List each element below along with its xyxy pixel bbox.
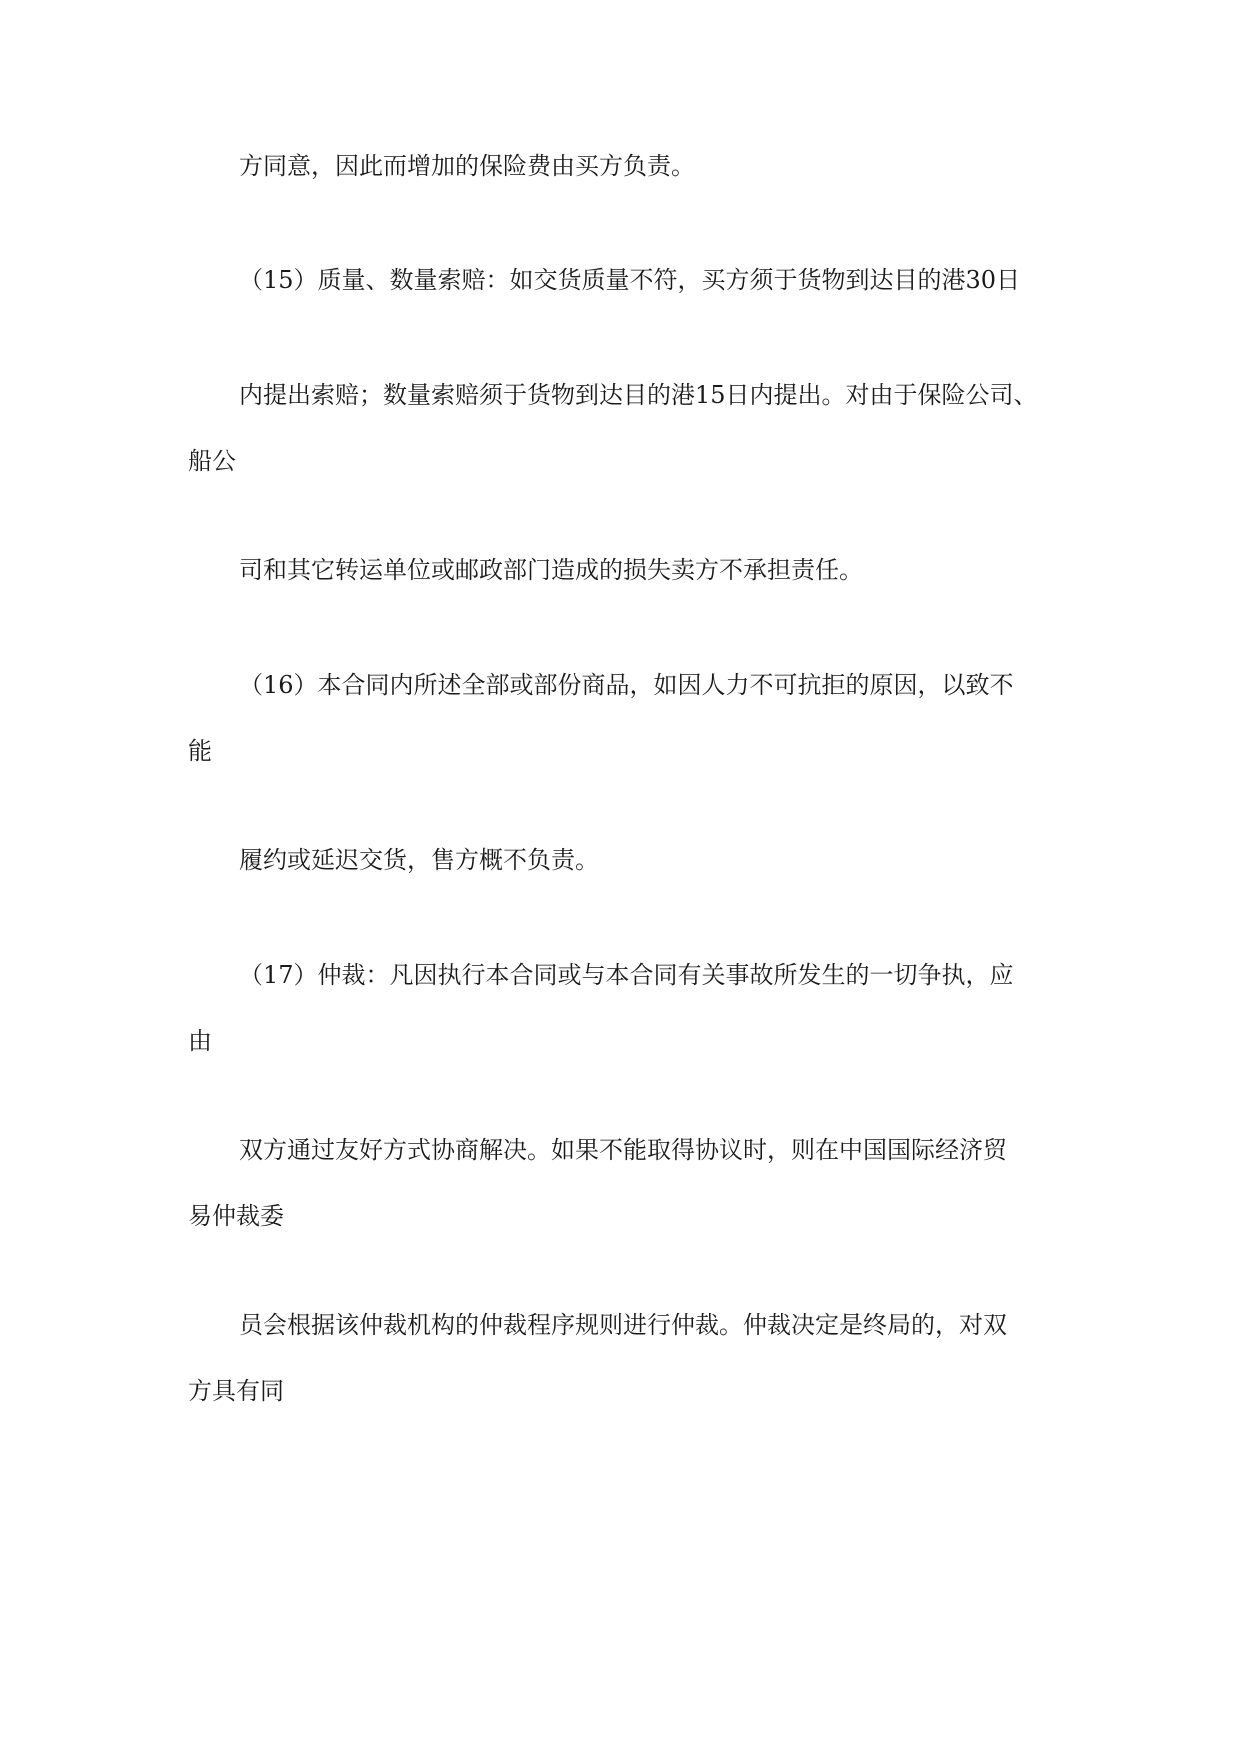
paragraph-clause-17-arbitration (188, 942, 1088, 1074)
text-line: 员会根据该仲裁机构的仲裁程序规则进行仲裁。仲裁决定是终局的，对双 (239, 1311, 1007, 1339)
text-line: （17）仲裁：凡因执行本合同或与本合同有关事故所发生的一切争执，应 (239, 961, 1014, 989)
text-line: 双方通过友好方式协商解决。如果不能取得协议时，则在中国国际经济贸 (239, 1136, 1007, 1164)
text-line: 内提出索赔；数量索赔须于货物到达目的港15日内提出。对由于保险公司、 (239, 381, 1038, 409)
paragraph-force-majeure (188, 827, 1088, 893)
paragraph-claim-deadline (188, 362, 1088, 494)
text-line: 易仲裁委 (188, 1202, 284, 1230)
text-line: 方具有同 (188, 1377, 284, 1405)
text-line: 能 (188, 737, 212, 765)
paragraph-clause-16 (188, 652, 1088, 784)
text-line: （16）本合同内所述全部或部份商品，如因人力不可抗拒的原因，以致不 (239, 671, 1014, 699)
text-line: 方同意，因此而增加的保险费由买方负责。 (239, 152, 695, 180)
text-line: 船公 (188, 447, 236, 475)
paragraph-clause-15 (188, 247, 1088, 313)
paragraph-arbitration-rules (188, 1292, 1088, 1424)
text-line: 履约或延迟交货，售方概不负责。 (239, 846, 599, 874)
paragraph-liability-exclusion (188, 537, 1088, 603)
paragraph-insurance-fee (188, 133, 1088, 199)
text-line: （15）质量、数量索赔：如交货质量不符，买方须于货物到达目的港30日 (239, 266, 1021, 294)
text-line: 由 (188, 1027, 212, 1055)
text-line: 司和其它转运单位或邮政部门造成的损失卖方不承担责任。 (239, 556, 863, 584)
paragraph-negotiation (188, 1117, 1088, 1249)
